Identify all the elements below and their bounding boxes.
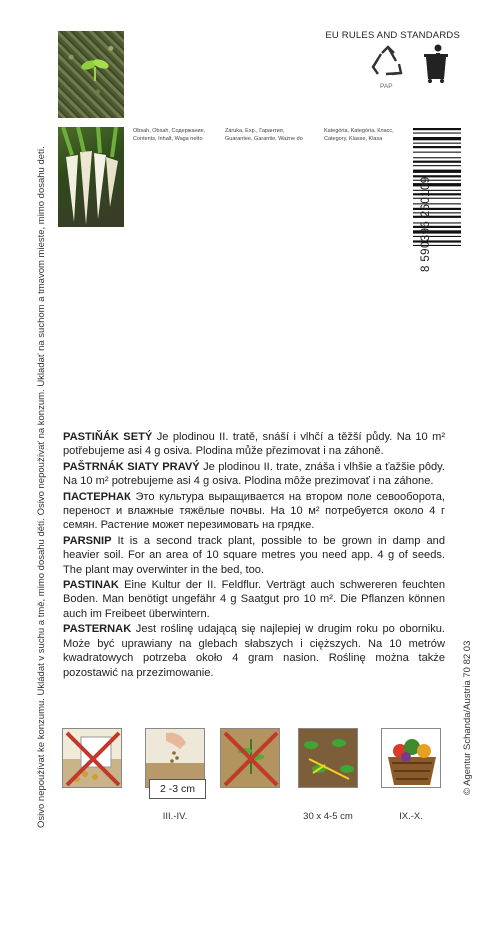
sowing-period-label: III.-IV. (162, 811, 188, 822)
trash-bin-icon (416, 43, 452, 83)
contents-field: Obsah, Obsah, Содержание, Contents, Inhalt, Waga netto (133, 128, 206, 142)
recycle-icon (370, 44, 406, 80)
no-preculture-icon (62, 728, 122, 788)
copyright-note: © Agentur Schanda/Austria 70 82 03 (462, 640, 473, 795)
description-de: PASTINAK Eine Kultur der II. Feldflur. Verträgt auch schwereren feuchten Boden. Man benötigt ungefähr 4 g Saatgut pro 10 m². Die Pflanzen können auch im Freibeet überwintern. (63, 579, 445, 620)
sprout-icon (80, 53, 110, 83)
barcode-number: 8 590396 260109 (420, 176, 432, 272)
eu-standards-title: EU RULES AND STANDARDS (325, 30, 460, 41)
spacing-label: 30 x 4-5 cm (303, 811, 353, 822)
description-cs: PASTIŇÁK SETÝ Je plodinou II. tratě, snáší i vlhčí a těžší půdy. Na 10 m² potřebujeme asi 4 g osiva. Plodina může přezimovat i na záhoně. (63, 431, 446, 458)
description-en: PARSNIP It is a second track plant, possible to be grown in damp and heavier soil. For an area of 10 square metres you need app. 4 g of seeds. The plant may overwinter in the bed, too. (63, 534, 445, 576)
spacing-icon (298, 728, 358, 788)
guarantee-field: Záruka, Exp., Гарантия, Guarantee, Garantie, Ważne do (225, 128, 303, 142)
sowing-instructions (63, 430, 445, 681)
recycle-label: PAP (380, 83, 393, 90)
description-pl: PASTERNAK Jest roślinę udającą się najlepiej w drugim roku po oborniku. Może być uprawiany na glebach słabszych i cięższych. Na 10 metrów kwadratowych potrzeba około 4 gram nasion. Roślinę można także pozostawić na przezimowanie. (63, 623, 445, 679)
description-ru: ПАСТЕРНАК Это культура выращивается на втором поле севооборота, переност и влажные тяжёлые почвы. На 10 м² потребуется около 4 г семян. Растение может перезимовать на грядке. (63, 490, 445, 532)
harvest-basket-icon (381, 728, 441, 788)
description-sk: PAŠTRNÁK SIATY PRAVÝ Je plodinou II. trate, znáša i vlhšie a ťažšie pôdy. Na 10 m² potrebujeme asi 4 g osiva. Plodina môže prezimovať i na záhone. (63, 460, 445, 488)
category-field: Kategória, Kategória, Класс, Category, Klasse, Klasa (324, 128, 394, 142)
sowing-depth: 2 -3 cm (149, 779, 206, 799)
parsnip-roots-photo (58, 127, 124, 227)
seedling-photo (58, 31, 124, 118)
harvest-period-label: IX.-X. (399, 811, 423, 822)
storage-note-left: Osivo nepoužívat ke konzumu. Ukládat v suchu a tmě, mimo dosahu dětí. Osivo nepoužívať na konzum. Ukladať na suchom a tmavom mieste, mimo dosahu detí. (36, 146, 47, 828)
no-transplant-icon (220, 728, 280, 788)
